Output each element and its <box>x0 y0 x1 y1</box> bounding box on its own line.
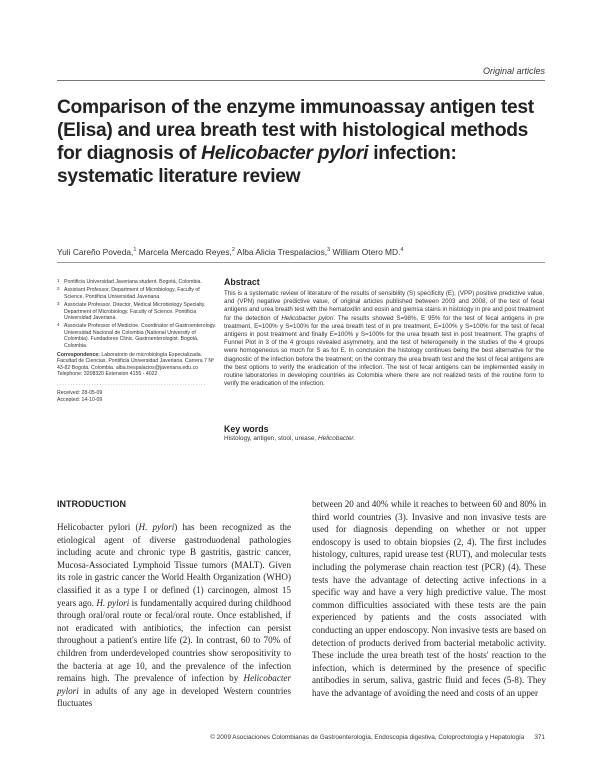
abstract-body <box>224 290 544 388</box>
author-affiliation-mark: 1 <box>133 247 137 254</box>
header-rule <box>57 80 545 81</box>
section-label: Original articles <box>482 66 545 76</box>
intro-text: Helicobacter pylori ( <box>57 522 139 532</box>
received-date: Received: 28-05-09 <box>57 390 103 397</box>
correspondence-text: Laboratorio de microbiología Especializada. Facultad de Ciencias. Pontificia Universidad Javeriana. Carrera 7 Nº 43-82 Bogotá, Colombia. alba.trespalacios@javeriana.edu.co Telephone: 3208320 Extension 4155 - 4022 <box>57 352 215 378</box>
abstract-heading: Abstract <box>224 277 260 287</box>
title-text-1: Comparison of the enzyme immunoassay antigen test (Elisa) and urea breath test with histological methods for diagnosis of <box>57 97 534 164</box>
page-footer <box>57 734 545 741</box>
affiliation-text: Assistant Professor, Department of Microbiology, Faculty of Science. Pontificia Universidad Javeriana. <box>64 287 200 300</box>
author-affiliation-mark: 2 <box>231 247 235 254</box>
page-number: 371 <box>534 734 545 741</box>
affiliations-column <box>57 279 217 403</box>
title-text-2: infection: systematic literature review <box>57 143 457 187</box>
intro-text: ) has been recognized as the etiological agent of diverse gastroduodenal pathologies including acute and chronic type B gastritis, gastric cancer, Mucosa-Associated Lymphoid Tissue tumors (MALT). Given its role in gastric cancer the World Health Organization (WHO) classified it as a type I or defined (1) carcinogen, almost 15 years ago. <box>57 522 291 608</box>
author-name: Marcela Mercado Reyes, <box>136 247 232 257</box>
author-list <box>57 247 403 257</box>
intro-text: is fundamentally acquired during childhood through oral/oral route or fecal/oral route. Once established, if not eradicated with antibiotics, the infection can persist throughout a patient's entire life (2). In contrast, 60 to 70% of children from underdeveloped countries show seropositivity to the bacteria at age 10, and the prevalence of the infection remains high. The prevalence of infection by <box>57 597 292 684</box>
affiliation-text: Associate Professor. Director, Medical Microbiology Specialty. Department of Microbiology. Faculty of Science. Pontificia Universidad Javeriana. <box>64 302 206 322</box>
intro-text: in adults of any age in developed Western countries fluctuates <box>57 685 291 709</box>
affiliation-item <box>57 279 217 285</box>
correspondence <box>57 352 217 378</box>
affiliation-item <box>57 302 217 321</box>
keywords-heading: Key words <box>224 424 269 434</box>
affiliation-mark: 1 <box>57 278 60 283</box>
footer-copyright: © 2009 Asociaciones Colombianas de Gastroenterología, Endoscopia digestiva, Coloproctología y Hepatología <box>210 734 525 741</box>
intro-italic: H. pylori <box>138 522 175 532</box>
author-affiliation-mark: 3 <box>327 247 331 254</box>
abstract-text-2: . The results showed S=98%, E 95% for the test of fecal antigens in pre treatment, E=100% y S=100% for the urea breath test of in pre treatment, E=100% y S=100% for the test of fecal antigens in post treatment and finally E=100% y S=100% for the urea breath test in post treatment. The graphs of Funnel Plot in 3 of the 4 groups revealed asymmetry, and the test of heterogeneity in the studies of the 4 groups were homogeneous so much for S as for E. In conclusion the histology continues being the best alternative for the diagnostic of the infection before the treatment; on the contrary the urea breath test and the test of fecal antigens are the best options to verify the eradication of the infection. The test of fecal antigens can be implemented easily in routine laboratories in developing countries as Colombia where there are not realized tests of the routine form to verify the eradication of the infection. <box>224 314 544 388</box>
accepted-date: Accepted: 14-10-09 <box>57 396 103 403</box>
abstract-organism: Helicobacter pylori <box>281 314 334 322</box>
affiliation-text: Associate Professor of Medicine. Coordinator of Gastroenterology. Universidad Nacional de Colombia (National University of Colombia). Fundadores Clinic. Gastroenterologist. Bogotá, Colombia. <box>64 323 217 349</box>
affiliation-item <box>57 287 217 300</box>
affiliation-mark: 3 <box>57 301 60 307</box>
body-column-left <box>57 521 291 710</box>
correspondence-label: Correspondence: <box>57 352 100 359</box>
keywords-text: Histology, antigen, stool, urease, <box>224 435 319 442</box>
article-title <box>57 96 547 188</box>
keywords-organism: Helicobacter. <box>318 435 356 442</box>
keywords-body <box>224 435 355 442</box>
author-name: Yuli Careño Poveda, <box>57 247 134 257</box>
affiliation-text: Pontificia Universidad Javeriana student. Bogotá, Colombia. <box>64 279 202 285</box>
intro-italic: H. pylori <box>96 597 130 608</box>
affiliation-mark: 2 <box>57 286 60 292</box>
author-name: William Otero MD. <box>330 247 401 257</box>
author-rule <box>57 262 545 263</box>
introduction-heading: INTRODUCTION <box>57 499 126 509</box>
body-column-right: between 20 and 40% while it reaches to between 60 and 80% in third world countries (3). Invasive and non invasive tests are used for diagnosis depending on whether or not upper endoscopy is used to obtain biopsies (2, 4). The first includes histology, cultures, rapid urease test (RUT), and molecular tests including the polymerase chain reaction test (PCR) (4). These tests have the advantage of detecting active infections in a specific way and have a very high predictive value. The most common difficulties associated with these tests are the pain experienced by patients and the costs associated with conducting an upper endoscopy. Non invasive tests are based on detection of products derived from bacterial metabolic activity. These include the urea breath test of the hosts' reaction to the infection, which is determined by the presence of specific antibodies in serum, saliva, gastric fluid and feces (5-8). They have the advantage of avoiding the need and costs of an upper <box>312 499 546 698</box>
author-name: Alba Alicia Trespalacios, <box>234 247 328 257</box>
intro-italic: Helicobacter pylori <box>57 673 291 696</box>
dotted-divider: ························································ <box>57 381 207 388</box>
abstract-text-1: This is a systematic review of literature of the results of sensibility (S) specificity (E), (VPP) positive predictive value, and (VPN) negative predictive value, of original articles published between 2003 and 2008, of the test of fecal antigens and urea breath test with the hematoxilin and eosin and giemsa stains in histology in pre and post treatment for the detection of <box>224 290 544 322</box>
affiliation-item <box>57 323 217 349</box>
affiliation-mark: 4 <box>57 322 60 328</box>
title-organism: Helicobacter pylori <box>201 143 369 164</box>
author-affiliation-mark: 4 <box>400 247 404 254</box>
